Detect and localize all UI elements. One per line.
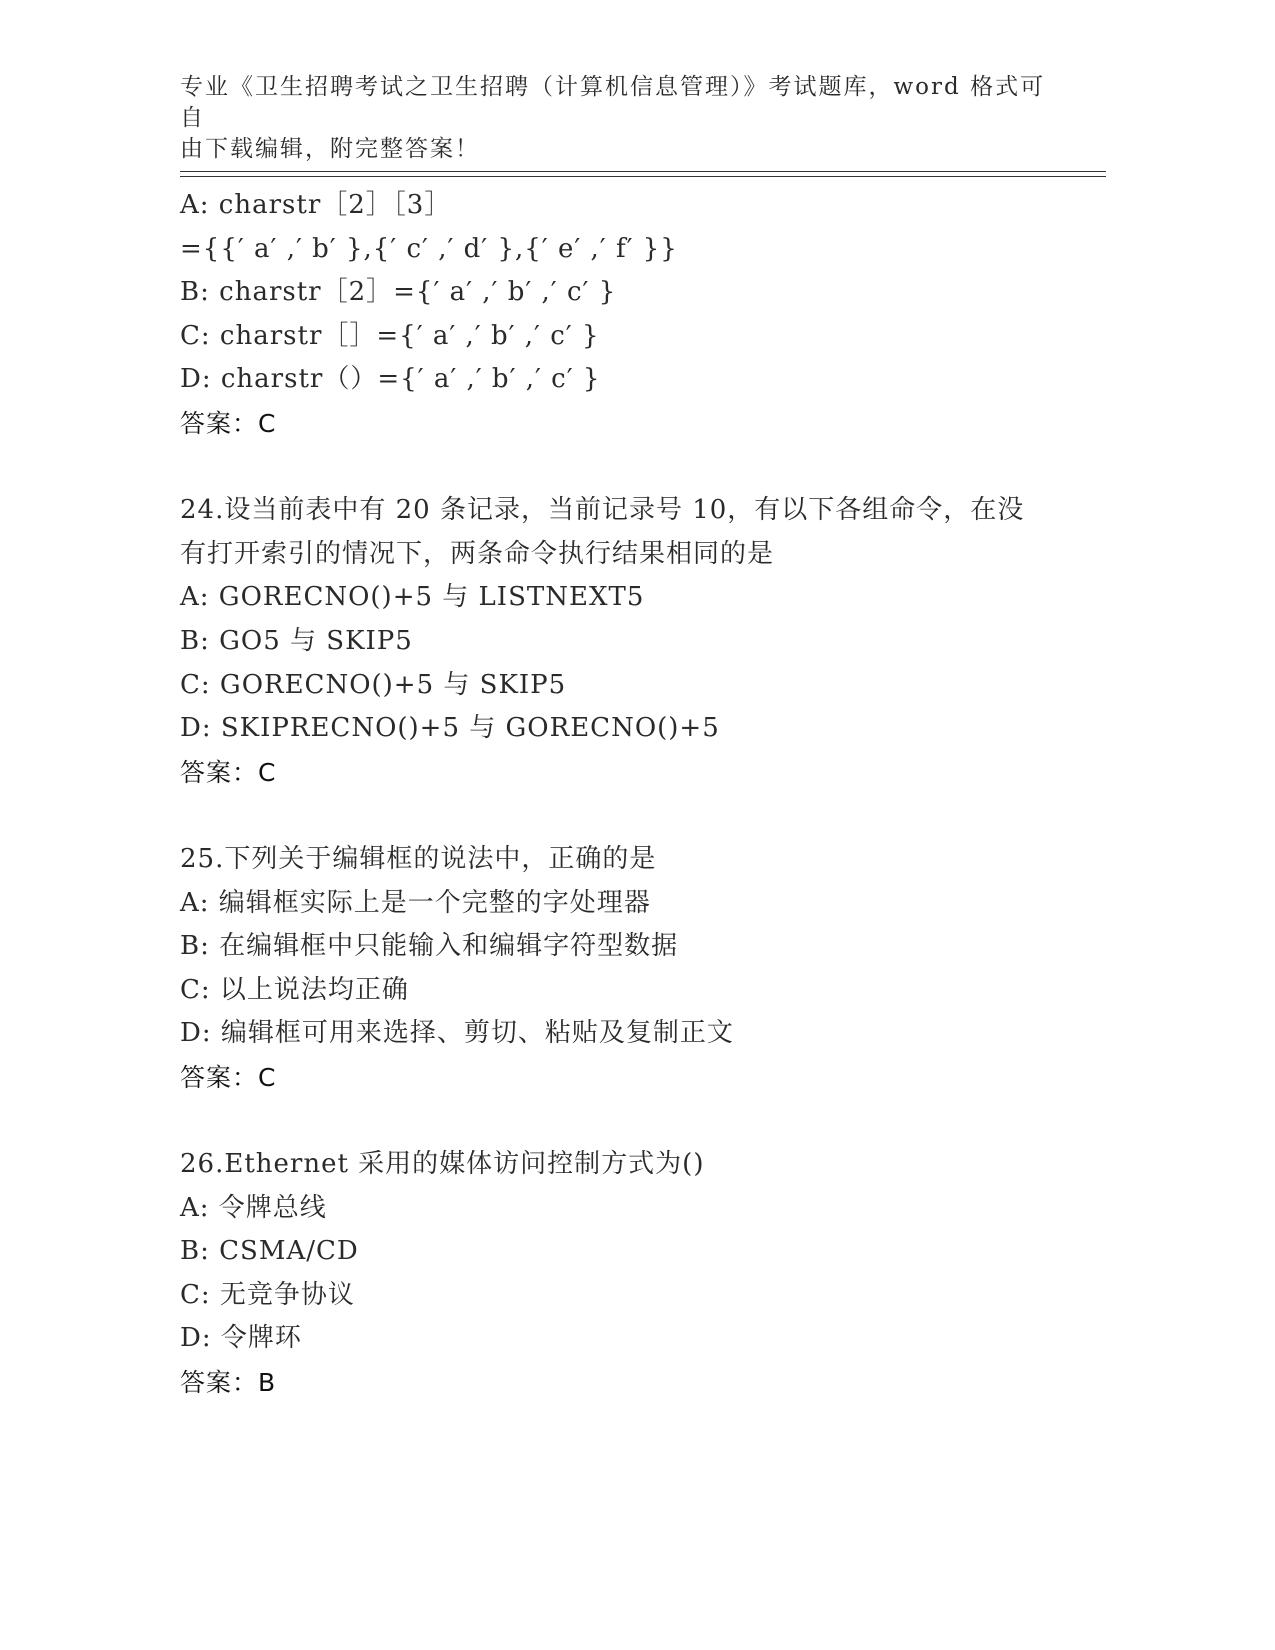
question-spacer bbox=[180, 1099, 1060, 1143]
question-spacer bbox=[180, 446, 1060, 490]
question-26 bbox=[180, 1143, 1060, 1405]
document-header bbox=[180, 72, 1060, 165]
option-b: B: charstr［2］={′ a′ ,′ b′ ,′ c′ } bbox=[180, 277, 617, 308]
option-b: B: GO5 与 SKIP5 bbox=[180, 625, 413, 656]
option-d: D: SKIPRECNO()+5 与 GORECNO()+5 bbox=[180, 713, 720, 744]
question-stem-line-1: 24.设当前表中有 20 条记录，当前记录号 10，有以下各组命令，在没 bbox=[180, 495, 1025, 526]
question-25 bbox=[180, 838, 1060, 1100]
header-divider-bottom bbox=[180, 176, 1106, 177]
option-a-line-2: ={{′ a′ ,′ b′ },{′ c′ ,′ d′ },{′ e′ ,′ f′ }} bbox=[180, 233, 678, 264]
option-c: C: charstr［］={′ a′ ,′ b′ ,′ c′ } bbox=[180, 320, 600, 351]
answer: 答案：C bbox=[180, 1062, 277, 1092]
question-stem: 25.下列关于编辑框的说法中，正确的是 bbox=[180, 843, 657, 874]
header-line-1: 专业《卫生招聘考试之卫生招聘（计算机信息管理）》考试题库，word 格式可自 bbox=[180, 74, 1046, 131]
answer: 答案：B bbox=[180, 1368, 277, 1398]
question-23 bbox=[180, 184, 1060, 446]
option-a: A: 编辑框实际上是一个完整的字处理器 bbox=[180, 887, 651, 918]
question-list bbox=[180, 184, 1060, 1405]
answer: 答案：C bbox=[180, 408, 277, 438]
option-a-line-1: A: charstr［2］［3］ bbox=[180, 190, 452, 220]
question-stem: 26.Ethernet 采用的媒体访问控制方式为() bbox=[180, 1149, 705, 1180]
option-b: B: CSMA/CD bbox=[180, 1236, 359, 1267]
answer: 答案：C bbox=[180, 757, 277, 787]
question-stem-line-2: 有打开索引的情况下，两条命令执行结果相同的是 bbox=[180, 538, 775, 569]
option-d: D: 令牌环 bbox=[180, 1323, 302, 1354]
option-a: A: 令牌总线 bbox=[180, 1192, 327, 1223]
question-24 bbox=[180, 489, 1060, 794]
header-line-2: 由下载编辑，附完整答案！ bbox=[180, 136, 480, 162]
question-spacer bbox=[180, 794, 1060, 838]
option-d: D: 编辑框可用来选择、剪切、粘贴及复制正文 bbox=[180, 1018, 734, 1049]
header-divider-top bbox=[180, 171, 1106, 172]
option-d: D: charstr（）={′ a′ ,′ b′ ,′ c′ } bbox=[180, 364, 601, 395]
option-c: C: GORECNO()+5 与 SKIP5 bbox=[180, 669, 567, 700]
option-a: A: GORECNO()+5 与 LISTNEXT5 bbox=[180, 582, 645, 613]
option-c: C: 以上说法均正确 bbox=[180, 974, 409, 1005]
option-c: C: 无竞争协议 bbox=[180, 1279, 355, 1310]
option-b: B: 在编辑框中只能输入和编辑字符型数据 bbox=[180, 931, 679, 962]
